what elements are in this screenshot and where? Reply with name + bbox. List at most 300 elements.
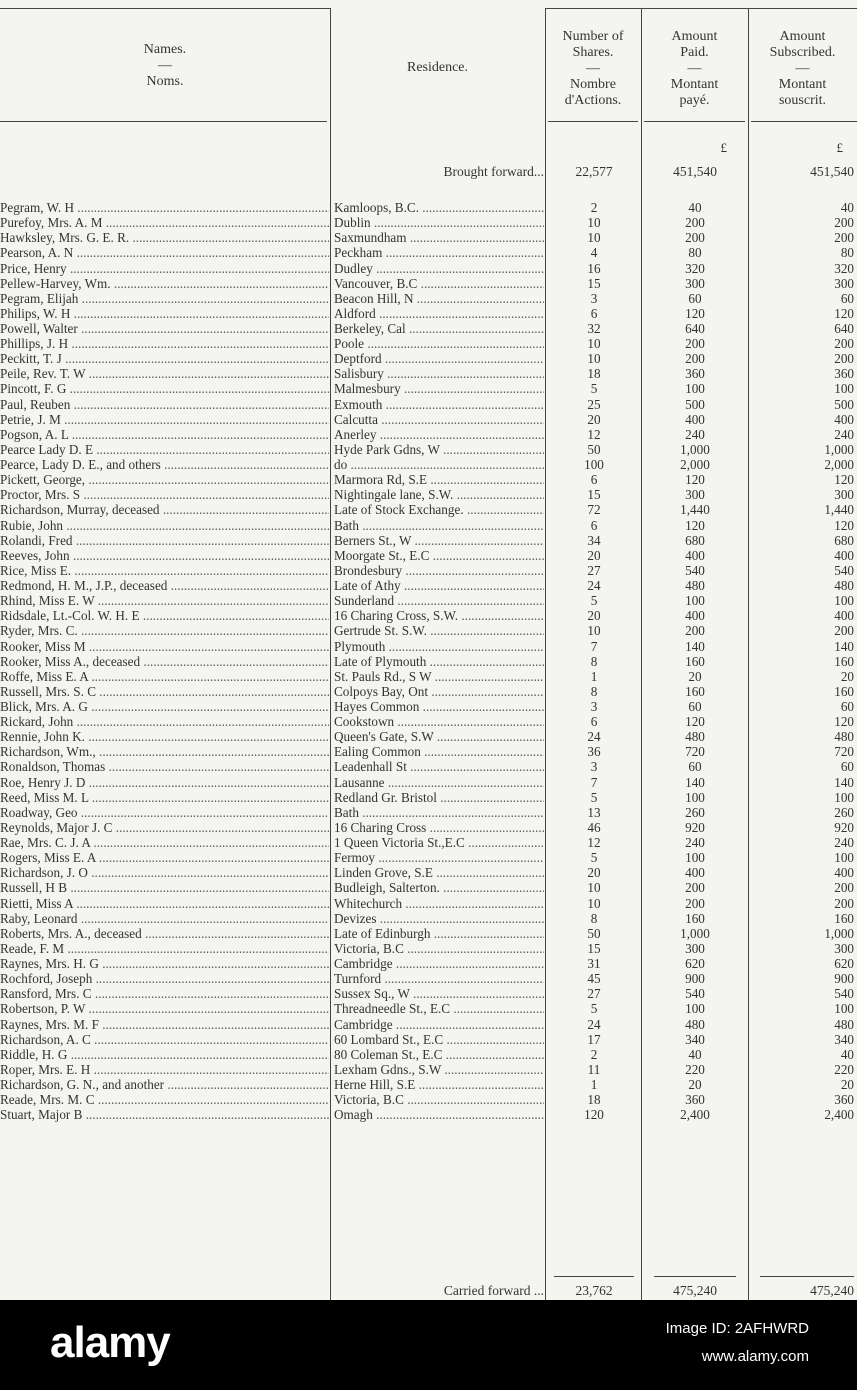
- subscribed-cell: 200: [834, 623, 854, 639]
- subscribed-cell: 320: [834, 260, 854, 276]
- residence-cell: Peckham .....: [334, 245, 544, 260]
- shares-cell: 20: [587, 547, 601, 563]
- subscribed-cell: 2,000: [824, 457, 854, 472]
- subscribed-cell: 100: [834, 850, 854, 866]
- table-row: [0, 639, 857, 654]
- name-cell: Pegram, Elijah .....: [0, 291, 329, 306]
- residence-cell: do .....: [334, 457, 544, 472]
- header-subscribed-en-1: Amount: [779, 29, 826, 44]
- name-cell: Purefoy, Mrs. A. M .....: [0, 215, 329, 230]
- table-row: [0, 1017, 857, 1032]
- header-paid-fr-1: Montant: [670, 77, 719, 92]
- table-row: [0, 321, 857, 336]
- total-rule: [760, 1276, 854, 1277]
- subscribed-cell: 20: [840, 1077, 854, 1092]
- residence-cell: Gertrude St. S.W. .....: [334, 623, 544, 638]
- name-cell: Rickard, John .....: [0, 714, 329, 729]
- paid-cell: 300: [685, 940, 705, 956]
- subscribed-cell: 60: [840, 290, 854, 306]
- subscribed-cell: 160: [834, 910, 854, 926]
- name-cell: Richardson, Murray, deceased .....: [0, 502, 329, 517]
- residence-cell: Berkeley, Cal .....: [334, 321, 544, 336]
- subscribed-cell: 400: [834, 547, 854, 563]
- table-row: [0, 775, 857, 790]
- shares-cell: 5: [590, 789, 598, 805]
- subscribed-cell: 120: [834, 714, 854, 730]
- name-cell: Roberts, Mrs. A., deceased .....: [0, 926, 329, 941]
- subscribed-cell: 100: [834, 1001, 854, 1017]
- subscribed-cell: 540: [834, 562, 854, 578]
- header-shares-en-2: Shares.: [572, 45, 614, 60]
- paid-cell: 160: [685, 683, 705, 699]
- subscribed-cell: 900: [834, 971, 854, 987]
- currency-paid: £: [720, 140, 727, 155]
- residence-cell: Deptford .....: [334, 351, 544, 366]
- paid-cell: 100: [685, 381, 705, 397]
- paid-cell: 200: [685, 336, 705, 352]
- table-row: [0, 578, 857, 593]
- paid-cell: 360: [685, 366, 705, 382]
- name-cell: Rae, Mrs. C. J. A .....: [0, 835, 329, 850]
- shares-cell: 15: [587, 275, 601, 291]
- table-row: [0, 412, 857, 427]
- shares-cell: 8: [590, 910, 598, 926]
- subscribed-cell: 480: [834, 1016, 854, 1032]
- residence-cell: Plymouth .....: [334, 639, 544, 654]
- shares-cell: 72: [587, 502, 601, 518]
- shares-cell: 17: [587, 1031, 601, 1047]
- shares-cell: 8: [590, 683, 598, 699]
- table-row: [0, 880, 857, 895]
- paid-cell: 400: [685, 547, 705, 563]
- table-row: [0, 291, 857, 306]
- table-row: [0, 366, 857, 381]
- header-subscribed-sep: —: [795, 61, 810, 76]
- residence-cell: Vancouver, B.C .....: [334, 276, 544, 291]
- paid-cell: 540: [685, 562, 705, 578]
- table-row: [0, 502, 857, 517]
- table-row: [0, 1047, 857, 1062]
- subscribed-cell: 480: [834, 729, 854, 745]
- shares-cell: 50: [587, 441, 601, 457]
- shares-cell: 5: [590, 1001, 598, 1017]
- shares-cell: 50: [587, 925, 601, 941]
- name-cell: Redmond, H. M., J.P., deceased .....: [0, 578, 329, 593]
- subscribed-cell: 140: [834, 638, 854, 654]
- subscribed-cell: 120: [834, 305, 854, 321]
- paid-cell: 540: [685, 986, 705, 1002]
- table-row: [0, 1001, 857, 1016]
- shares-cell: 5: [590, 381, 598, 397]
- name-cell: Pogson, A. L .....: [0, 427, 329, 442]
- subscribed-cell: 720: [834, 744, 854, 760]
- paid-cell: 200: [685, 215, 705, 231]
- subscribed-cell: 20: [840, 668, 854, 684]
- top-rule-right: [545, 8, 857, 9]
- header-paid: [641, 29, 748, 109]
- paid-cell: 480: [685, 1016, 705, 1032]
- paid-cell: 200: [685, 623, 705, 639]
- residence-cell: Exmouth .....: [334, 397, 544, 412]
- header-names-en: Names.: [143, 42, 187, 57]
- name-cell: Peile, Rev. T. W .....: [0, 366, 329, 381]
- residence-cell: Brondesbury .....: [334, 563, 544, 578]
- residence-cell: Late of Plymouth .....: [334, 654, 544, 669]
- name-cell: Raynes, Mrs. H. G .....: [0, 956, 329, 971]
- header-rule: [751, 121, 857, 122]
- table-row: [0, 759, 857, 774]
- watermark-footer: [0, 1300, 857, 1390]
- name-cell: Pearce, Lady D. E., and others .....: [0, 457, 329, 472]
- shares-cell: 46: [587, 819, 601, 835]
- name-cell: Roadway, Geo .....: [0, 805, 329, 820]
- subscribed-cell: 80: [840, 245, 854, 261]
- name-cell: Rhind, Miss E. W .....: [0, 593, 329, 608]
- residence-cell: Victoria, B.C .....: [334, 1092, 544, 1107]
- residence-cell: Dublin .....: [334, 215, 544, 230]
- paid-cell: 400: [685, 608, 705, 624]
- name-cell: Ronaldson, Thomas .....: [0, 759, 329, 774]
- name-cell: Robertson, P. W .....: [0, 1001, 329, 1016]
- name-cell: Richardson, Wm., .....: [0, 744, 329, 759]
- paid-cell: 220: [685, 1061, 705, 1077]
- subscribed-cell: 1,440: [824, 502, 854, 518]
- table-row: [0, 1092, 857, 1107]
- shares-cell: 16: [587, 260, 601, 276]
- shares-cell: 5: [590, 593, 598, 609]
- residence-cell: St. Pauls Rd., S W .....: [334, 669, 544, 684]
- name-cell: Paul, Reuben .....: [0, 397, 329, 412]
- table-row: [0, 654, 857, 669]
- subscribed-cell: 200: [834, 351, 854, 367]
- paid-cell: 40: [688, 200, 702, 215]
- header-residence-label: Residence.: [406, 60, 469, 75]
- header-subscribed-fr-2: souscrit.: [778, 93, 827, 108]
- shares-cell: 12: [587, 426, 601, 442]
- table-row: [0, 230, 857, 245]
- residence-cell: Marmora Rd, S.E .....: [334, 472, 544, 487]
- shares-cell: 12: [587, 835, 601, 850]
- shares-cell: 24: [587, 729, 601, 745]
- subscribed-cell: 300: [834, 275, 854, 291]
- currency-subscribed: £: [836, 140, 843, 155]
- subscribed-cell: 120: [834, 472, 854, 488]
- brand-logo: alamy: [50, 1318, 170, 1367]
- residence-cell: Devizes .....: [334, 911, 544, 926]
- brought-forward-subscribed: 451,540: [810, 164, 854, 179]
- shares-cell: 36: [587, 744, 601, 760]
- table-row: [0, 865, 857, 880]
- table-row: [0, 608, 857, 623]
- subscribed-cell: 640: [834, 321, 854, 336]
- subscribed-cell: 540: [834, 986, 854, 1002]
- shares-cell: 15: [587, 940, 601, 956]
- residence-cell: Budleigh, Salterton. .....: [334, 880, 544, 895]
- table-row: [0, 548, 857, 563]
- paid-cell: 140: [685, 774, 705, 790]
- residence-cell: Herne Hill, S.E .....: [334, 1077, 544, 1092]
- paid-cell: 720: [685, 744, 705, 760]
- paid-cell: 160: [685, 910, 705, 926]
- subscribed-cell: 160: [834, 683, 854, 699]
- total-rule: [554, 1276, 634, 1277]
- paid-cell: 260: [685, 804, 705, 820]
- residence-cell: Beacon Hill, N .....: [334, 291, 544, 306]
- table-row: [0, 261, 857, 276]
- subscribed-cell: 360: [834, 1092, 854, 1108]
- table-row: [0, 533, 857, 548]
- residence-cell: Threadneedle St., E.C .....: [334, 1001, 544, 1016]
- table-row: [0, 457, 857, 472]
- paid-cell: 240: [685, 835, 705, 850]
- header-shares-sep: —: [586, 61, 600, 76]
- shares-cell: 6: [590, 472, 598, 488]
- table-row: [0, 896, 857, 911]
- table-row: [0, 381, 857, 396]
- name-cell: Pearce Lady D. E .....: [0, 442, 329, 457]
- name-cell: Petrie, J. M .....: [0, 412, 329, 427]
- shares-cell: 10: [587, 336, 601, 352]
- residence-cell: Moorgate St., E.C .....: [334, 548, 544, 563]
- header-names-fr: Noms.: [146, 74, 184, 89]
- subscribed-cell: 360: [834, 366, 854, 382]
- residence-cell: Cambridge .....: [334, 1017, 544, 1032]
- name-cell: Rietti, Miss A .....: [0, 896, 329, 911]
- residence-cell: Turnford .....: [334, 971, 544, 986]
- table-row: [0, 956, 857, 971]
- name-cell: Raby, Leonard .....: [0, 911, 329, 926]
- residence-cell: Salisbury .....: [334, 366, 544, 381]
- name-cell: Rooker, Miss M .....: [0, 639, 329, 654]
- shares-cell: 10: [587, 230, 601, 246]
- residence-cell: Lexham Gdns., S.W .....: [334, 1062, 544, 1077]
- residence-cell: Redland Gr. Bristol .....: [334, 790, 544, 805]
- shares-cell: 7: [590, 774, 598, 790]
- table-row: [0, 684, 857, 699]
- header-rule: [0, 121, 327, 122]
- name-cell: Rice, Miss E. .....: [0, 563, 329, 578]
- shares-cell: 6: [590, 305, 598, 321]
- table-row: [0, 427, 857, 442]
- table-row: [0, 397, 857, 412]
- table-row: [0, 215, 857, 230]
- paid-cell: 100: [685, 1001, 705, 1017]
- paid-cell: 480: [685, 729, 705, 745]
- residence-cell: Colpoys Bay, Ont .....: [334, 684, 544, 699]
- shares-cell: 2: [590, 200, 598, 215]
- header-paid-fr-2: payé.: [679, 93, 710, 108]
- subscribed-cell: 200: [834, 880, 854, 896]
- paid-cell: 120: [685, 517, 705, 533]
- shares-cell: 8: [590, 653, 598, 669]
- table-row: [0, 245, 857, 260]
- shares-cell: 20: [587, 411, 601, 427]
- subscribed-cell: 1,000: [824, 441, 854, 457]
- name-cell: Rubie, John .....: [0, 518, 329, 533]
- header-subscribed-fr-1: Montant: [778, 77, 827, 92]
- residence-cell: Poole .....: [334, 336, 544, 351]
- table-row: [0, 729, 857, 744]
- carried-forward-shares: 23,762: [575, 1283, 613, 1298]
- header-paid-en-1: Amount: [671, 29, 718, 44]
- table-row: [0, 1107, 857, 1122]
- subscribed-cell: 920: [834, 819, 854, 835]
- paid-cell: 300: [685, 487, 705, 503]
- name-cell: Pegram, W. H .....: [0, 200, 329, 215]
- paid-cell: 1,000: [680, 925, 710, 941]
- paid-cell: 60: [688, 290, 702, 306]
- table-row: [0, 850, 857, 865]
- paid-cell: 60: [688, 759, 702, 775]
- paid-cell: 320: [685, 260, 705, 276]
- residence-cell: 60 Lombard St., E.C .....: [334, 1032, 544, 1047]
- subscribed-cell: 160: [834, 653, 854, 669]
- residence-cell: Fermoy .....: [334, 850, 544, 865]
- name-cell: Reed, Miss M. L .....: [0, 790, 329, 805]
- paid-cell: 2,000: [680, 457, 710, 472]
- name-cell: Reeves, John .....: [0, 548, 329, 563]
- table-row: [0, 487, 857, 502]
- top-rule-left: [0, 8, 330, 9]
- shares-cell: 25: [587, 396, 601, 412]
- subscribed-cell: 40: [840, 1046, 854, 1062]
- paid-cell: 360: [685, 1092, 705, 1108]
- site-url: www.alamy.com: [701, 1348, 809, 1365]
- paid-cell: 500: [685, 396, 705, 412]
- header-shares-en-1: Number of: [562, 29, 624, 44]
- shares-cell: 120: [584, 1107, 604, 1123]
- paid-cell: 300: [685, 275, 705, 291]
- shares-cell: 27: [587, 986, 601, 1002]
- residence-cell: Cookstown .....: [334, 714, 544, 729]
- table-row: [0, 200, 857, 215]
- header-shares-fr-2: d'Actions.: [564, 93, 622, 108]
- paid-cell: 240: [685, 426, 705, 442]
- paid-cell: 40: [688, 1046, 702, 1062]
- table-row: [0, 669, 857, 684]
- name-cell: Raynes, Mrs. M. F .....: [0, 1017, 329, 1032]
- name-cell: Roper, Mrs. E. H .....: [0, 1062, 329, 1077]
- name-cell: Rolandi, Fred .....: [0, 533, 329, 548]
- table-row: [0, 593, 857, 608]
- carried-forward-subscribed: 475,240: [810, 1283, 854, 1298]
- header-subscribed: [748, 29, 857, 109]
- table-row: [0, 820, 857, 835]
- residence-cell: Late of Stock Exchange. .....: [334, 502, 544, 517]
- paid-cell: 620: [685, 956, 705, 971]
- paid-cell: 480: [685, 578, 705, 593]
- table-row: [0, 941, 857, 956]
- subscribed-cell: 120: [834, 517, 854, 533]
- shares-cell: 24: [587, 1016, 601, 1032]
- name-cell: Powell, Walter .....: [0, 321, 329, 336]
- shares-cell: 27: [587, 562, 601, 578]
- name-cell: Hawksley, Mrs. G. E. R. .....: [0, 230, 329, 245]
- shares-cell: 32: [587, 321, 601, 336]
- residence-cell: Leadenhall St .....: [334, 759, 544, 774]
- name-cell: Pickett, George, .....: [0, 472, 329, 487]
- subscribed-cell: 1,000: [824, 925, 854, 941]
- name-cell: Russell, Mrs. S. C .....: [0, 684, 329, 699]
- header-paid-sep: —: [687, 61, 702, 76]
- residence-cell: Victoria, B.C .....: [334, 941, 544, 956]
- carried-forward-paid: 475,240: [673, 1283, 717, 1298]
- table-row: [0, 351, 857, 366]
- shares-cell: 45: [587, 971, 601, 987]
- name-cell: Pellew-Harvey, Wm. .....: [0, 276, 329, 291]
- paid-cell: 1,440: [680, 502, 710, 518]
- subscribed-cell: 100: [834, 789, 854, 805]
- residence-cell: Sussex Sq., W .....: [334, 986, 544, 1001]
- residence-cell: Linden Grove, S.E .....: [334, 865, 544, 880]
- subscribed-cell: 40: [840, 200, 854, 215]
- shares-cell: 18: [587, 1092, 601, 1108]
- header-residence: [330, 60, 545, 76]
- name-cell: Roffe, Miss E. A .....: [0, 669, 329, 684]
- paid-cell: 680: [685, 532, 705, 548]
- name-cell: Phillips, J. H .....: [0, 336, 329, 351]
- residence-cell: 80 Coleman St., E.C .....: [334, 1047, 544, 1062]
- shares-cell: 1: [590, 1077, 598, 1092]
- table-row: [0, 971, 857, 986]
- shares-cell: 34: [587, 532, 601, 548]
- residence-cell: Cambridge .....: [334, 956, 544, 971]
- paid-cell: 60: [688, 699, 702, 714]
- table-row: [0, 926, 857, 941]
- name-cell: Riddle, H. G .....: [0, 1047, 329, 1062]
- paid-cell: 120: [685, 305, 705, 321]
- shares-cell: 24: [587, 578, 601, 593]
- subscribed-cell: 480: [834, 578, 854, 593]
- name-cell: Peckitt, T. J .....: [0, 351, 329, 366]
- brought-forward-label: Brought forward...: [443, 164, 544, 179]
- table-row: [0, 442, 857, 457]
- paid-cell: 100: [685, 789, 705, 805]
- shares-cell: 20: [587, 865, 601, 881]
- shares-cell: 31: [587, 956, 601, 971]
- subscribed-cell: 220: [834, 1061, 854, 1077]
- table-row: [0, 563, 857, 578]
- subscribed-cell: 500: [834, 396, 854, 412]
- paid-cell: 400: [685, 411, 705, 427]
- subscribed-cell: 300: [834, 940, 854, 956]
- shares-cell: 100: [584, 457, 604, 472]
- residence-cell: Late of Edinburgh .....: [334, 926, 544, 941]
- paid-cell: 80: [688, 245, 702, 261]
- residence-cell: Dudley .....: [334, 261, 544, 276]
- paid-cell: 100: [685, 850, 705, 866]
- residence-cell: 1 Queen Victoria St.,E.C .....: [334, 835, 544, 850]
- shares-cell: 10: [587, 623, 601, 639]
- residence-cell: Bath .....: [334, 518, 544, 533]
- subscribed-cell: 2,400: [824, 1107, 854, 1123]
- shares-cell: 4: [590, 245, 598, 261]
- residence-cell: Saxmundham .....: [334, 230, 544, 245]
- subscribed-cell: 240: [834, 835, 854, 850]
- paid-cell: 2,400: [680, 1107, 710, 1123]
- table-row: [0, 336, 857, 351]
- subscribed-cell: 400: [834, 608, 854, 624]
- table-row: [0, 790, 857, 805]
- paid-cell: 160: [685, 653, 705, 669]
- residence-cell: Lausanne .....: [334, 775, 544, 790]
- shares-cell: 20: [587, 608, 601, 624]
- name-cell: Proctor, Mrs. S .....: [0, 487, 329, 502]
- name-cell: Ransford, Mrs. C .....: [0, 986, 329, 1001]
- shares-cell: 7: [590, 638, 598, 654]
- residence-cell: 16 Charing Cross, S.W. .....: [334, 608, 544, 623]
- paid-cell: 920: [685, 819, 705, 835]
